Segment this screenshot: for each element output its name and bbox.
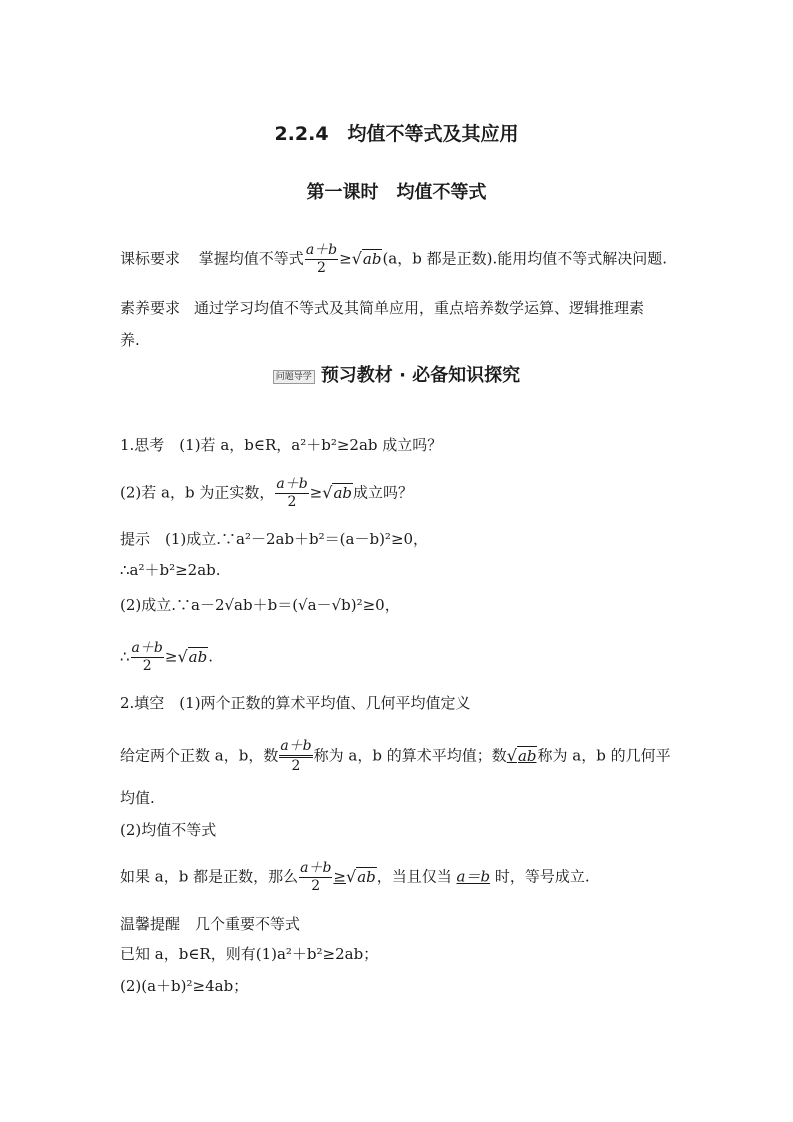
fill-ineq-pre: 如果 a，b 都是正数，那么: [120, 867, 299, 886]
fill-def-post: 称为 a，b 的几何平: [537, 746, 671, 765]
fill-head: 2.填空 (1)两个正数的算术平均值、几何平均值定义: [120, 694, 471, 712]
sqrt-ab: √ab: [351, 248, 382, 268]
fraction-numerator: a＋b: [279, 738, 312, 758]
sqrt-radicand: ab: [357, 867, 376, 886]
hint-line-2: ∴a²＋b²≥2ab.: [120, 561, 221, 579]
fill-inequality: [120, 860, 590, 895]
standard-text-pre: 掌握均值不等式: [198, 249, 304, 268]
fraction-numerator: a＋b: [131, 640, 163, 656]
q1-part2: [120, 476, 413, 511]
fraction-numerator: a＋b: [300, 860, 332, 876]
fraction-numerator: a＋b: [276, 476, 308, 492]
literacy-line-1: [120, 298, 644, 318]
reminder-line-2: (2)(a＋b)²≥4ab；: [120, 977, 249, 995]
fraction-denominator: 2: [311, 878, 321, 894]
mean-fraction: [131, 640, 164, 675]
standard-line: [120, 242, 667, 277]
fraction-denominator: 2: [142, 658, 152, 674]
equality-condition-blank: a＝b: [456, 867, 491, 886]
fraction-denominator: 2: [317, 260, 326, 276]
page-subtitle: 第一课时 均值不等式: [306, 182, 487, 203]
literacy-text: 通过学习均值不等式及其简单应用，重点培养数学运算、逻辑推理素: [194, 299, 645, 317]
sqrt-radicand: ab: [517, 746, 537, 765]
section-badge: 问题导学: [273, 370, 315, 384]
mean-fraction: [299, 860, 332, 895]
mean-fraction-blank: [279, 738, 312, 775]
literacy-line-2: 养.: [120, 331, 140, 349]
q1-head: 1.思考 (1)若 a，b∈R，a²＋b²≥2ab 成立吗？: [120, 436, 443, 454]
standard-label: 课标要求: [120, 249, 181, 268]
fraction-denominator: 2: [291, 758, 301, 774]
mean-fraction: [305, 242, 338, 277]
fill-ineq-mid: ，当且仅当: [376, 867, 457, 886]
reminder-line-1: 已知 a，b∈R，则有(1)a²＋b²≥2ab；: [120, 945, 379, 963]
fraction-numerator: a＋b: [305, 242, 338, 258]
reminder-head: 温馨提醒 几个重要不等式: [120, 915, 301, 933]
geq-sign: ≥: [339, 249, 352, 268]
sqrt-ab: √ab: [322, 482, 352, 502]
geq-sign-blank: ≥: [333, 867, 346, 886]
hint-line-1: 提示 (1)成立.∵a²－2ab＋b²＝(a－b)²≥0，: [120, 530, 429, 548]
fill-definition: [120, 738, 671, 775]
fill-def-mid: 称为 a，b 的算术平均值；数: [313, 746, 507, 765]
q1-part2-pre: (2)若 a，b 为正实数，: [120, 483, 275, 502]
sqrt-ab: √ab: [345, 866, 376, 886]
fill-def-line2: 均值.: [120, 789, 155, 807]
standard-text-post: (a，b 都是正数).能用均值不等式解决问题.: [382, 249, 668, 268]
q1-part2-post: 成立吗？: [352, 483, 413, 502]
sqrt-ab-blank: √ab: [506, 745, 537, 765]
sqrt-ab: √ab: [177, 646, 208, 666]
fill-def-pre: 给定两个正数 a，b，数: [120, 746, 279, 765]
page-title: 2.2.4 均值不等式及其应用: [274, 123, 519, 145]
fill-ineq-head: (2)均值不等式: [120, 821, 217, 839]
fill-ineq-post: 时，等号成立.: [490, 867, 590, 886]
section-title: 预习教材 · 必备知识探究: [320, 365, 521, 386]
mean-fraction: [275, 476, 308, 511]
fraction-denominator: 2: [287, 494, 297, 510]
literacy-label: 素养要求: [120, 299, 181, 317]
hint-line-4-end: .: [208, 647, 213, 666]
sqrt-radicand: ab: [188, 647, 208, 666]
geq-sign: ≥: [309, 483, 323, 502]
geq-sign: ≥: [164, 647, 178, 666]
hint-line-4: [120, 640, 213, 675]
sqrt-radicand: ab: [333, 483, 352, 502]
sqrt-radicand: ab: [362, 249, 382, 268]
section-header: [0, 366, 793, 386]
therefore-sign: ∴: [120, 647, 130, 666]
hint-line-3: (2)成立.∵a－2√ab＋b＝(√a－√b)²≥0，: [120, 596, 400, 614]
